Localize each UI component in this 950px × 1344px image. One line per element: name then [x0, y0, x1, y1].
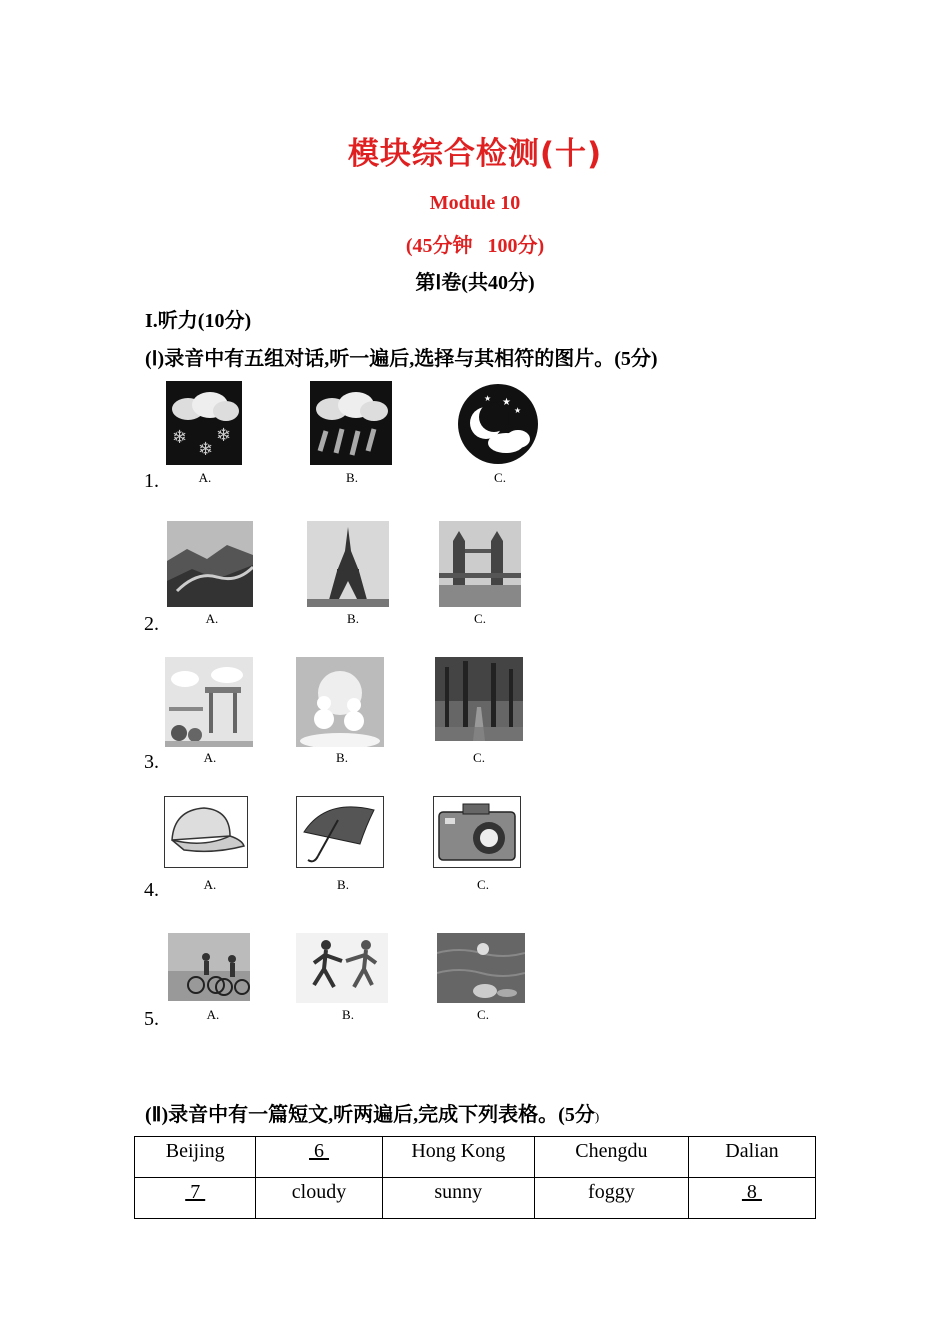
umbrella-icon — [296, 796, 384, 868]
option-label: A. — [198, 470, 212, 485]
svg-text:★: ★ — [484, 394, 492, 403]
winter-snowman-picture — [296, 657, 384, 747]
part1-instruction: (Ⅰ)录音中有五组对话,听一遍后,选择与其相符的图片。(5分) — [145, 348, 658, 370]
table-cell: Dalian — [688, 1137, 815, 1178]
night-moon-icon — [456, 383, 540, 465]
answer-blank-7[interactable]: 7 — [135, 1178, 256, 1219]
option-label: A. — [205, 611, 219, 626]
swimming-photo — [437, 933, 525, 1003]
option-label: B. — [347, 611, 359, 626]
listening-heading: I.听力(10分) — [145, 310, 252, 332]
time-score-line: (45分钟 100分) — [405, 235, 545, 257]
table-row — [135, 1178, 816, 1219]
snow-cloud-icon — [166, 381, 242, 465]
table-cell: cloudy — [256, 1178, 382, 1219]
option-label: C. — [477, 1007, 489, 1022]
question-number: 2. — [144, 613, 159, 635]
cap-icon — [164, 796, 248, 868]
svg-text:❄: ❄ — [198, 439, 214, 460]
question-number: 1. — [144, 470, 159, 492]
rain-cloud-icon — [310, 381, 392, 465]
svg-text:❄: ❄ — [172, 427, 188, 448]
svg-text:❄: ❄ — [216, 425, 232, 446]
svg-text:★: ★ — [514, 406, 522, 415]
running-photo — [296, 933, 388, 1003]
table-cell: Beijing — [135, 1137, 256, 1178]
module-subtitle: Module 10 — [429, 192, 521, 214]
page-title: 模块综合检测(十) — [347, 136, 603, 172]
autumn-forest-photo — [435, 657, 523, 741]
part2-instruction: (Ⅱ)录音中有一篇短文,听两遍后,完成下列表格。(5分) — [145, 1104, 600, 1126]
option-label: B. — [346, 470, 358, 485]
eiffel-tower-photo — [307, 521, 389, 607]
option-label: A. — [203, 750, 217, 765]
svg-text:★: ★ — [502, 397, 511, 408]
question-number: 5. — [144, 1008, 159, 1030]
question-number: 4. — [144, 879, 159, 901]
table-cell: foggy — [534, 1178, 688, 1219]
option-label: C. — [473, 750, 485, 765]
great-wall-photo — [167, 521, 253, 607]
weather-table — [134, 1136, 816, 1219]
option-label: A. — [206, 1007, 220, 1022]
option-label: B. — [337, 877, 349, 892]
option-label: C. — [494, 470, 506, 485]
cycling-photo — [168, 933, 250, 1001]
autumn-harvest-picture — [165, 657, 253, 747]
table-cell: Hong Kong — [382, 1137, 534, 1178]
tower-bridge-photo — [439, 521, 521, 607]
option-label: C. — [477, 877, 489, 892]
camera-icon — [433, 796, 521, 868]
table-cell: Chengdu — [534, 1137, 688, 1178]
table-cell: sunny — [382, 1178, 534, 1219]
volume-heading: 第Ⅰ卷(共40分) — [415, 272, 535, 294]
option-label: B. — [342, 1007, 354, 1022]
answer-blank-6[interactable]: 6 — [256, 1137, 382, 1178]
table-row — [135, 1137, 816, 1178]
question-number: 3. — [144, 751, 159, 773]
option-label: B. — [336, 750, 348, 765]
option-label: C. — [474, 611, 486, 626]
answer-blank-8[interactable]: 8 — [688, 1178, 815, 1219]
option-label: A. — [203, 877, 217, 892]
